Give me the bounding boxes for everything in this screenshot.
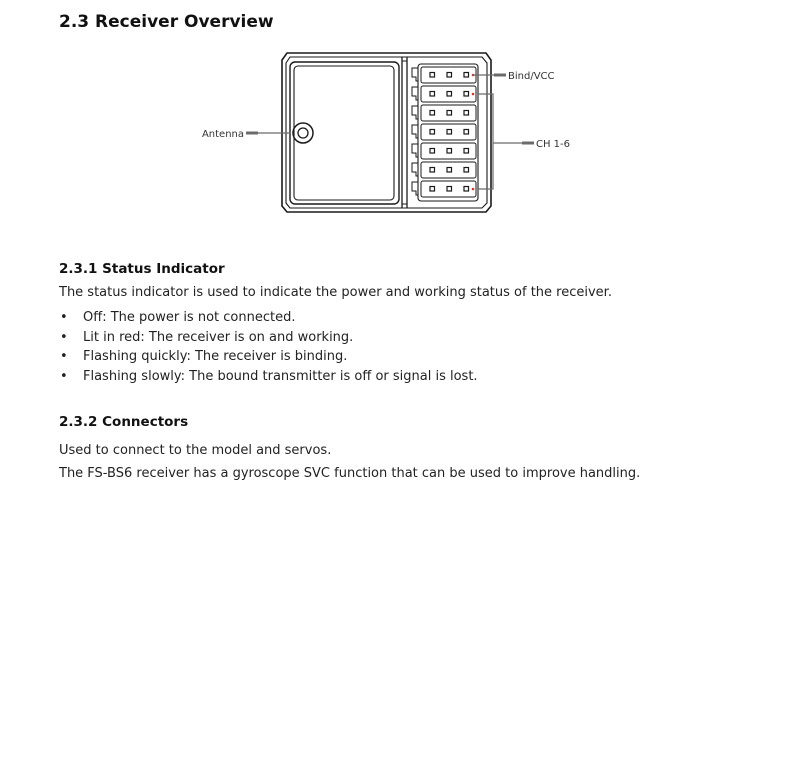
status-indicator-intro: The status indicator is used to indicate the power and working status of the receiver.	[59, 285, 612, 300]
list-item-text: Flashing quickly: The receiver is binding.	[83, 349, 348, 365]
status-indicator-number: 2.3.1	[59, 261, 98, 277]
list-item	[59, 328, 478, 348]
connector-row-4	[412, 124, 476, 140]
channels-label: CH 1-6	[536, 139, 571, 150]
list-item-text: Off: The power is not connected.	[83, 310, 296, 325]
connector-row-5	[412, 143, 476, 159]
connectors-paragraph-2: The FS-BS6 receiver has a gyroscope SVC function that can be used to improve handling.	[59, 466, 641, 481]
bullet-dot: •	[60, 349, 68, 365]
receiver-diagram-svg	[190, 48, 610, 218]
connector-row-3	[412, 105, 476, 121]
bullet-dot: •	[60, 310, 68, 325]
connector-row-6	[412, 162, 476, 178]
section-heading	[59, 12, 274, 32]
bind-vcc-label: Bind/VCC	[508, 71, 555, 82]
bullet-dot: •	[60, 368, 68, 384]
pin-marker	[472, 93, 475, 96]
connectors-title: Connectors	[102, 414, 189, 430]
status-list	[59, 308, 478, 386]
list-item-text: Lit in red: The receiver is on and working.	[83, 329, 354, 345]
antenna-label: Antenna	[201, 129, 244, 140]
pin-marker	[472, 188, 475, 191]
list-item	[59, 367, 478, 387]
receiver-diagram	[190, 48, 610, 218]
connectors-heading	[59, 414, 188, 430]
antenna-port	[293, 123, 313, 143]
connectors-paragraph-1: Used to connect to the model and servos.	[59, 443, 332, 458]
connector-row-2	[412, 86, 476, 102]
section-title: Receiver Overview	[95, 12, 274, 32]
connectors-number: 2.3.2	[59, 414, 98, 430]
connector-block	[412, 64, 478, 201]
status-indicator-title: Status Indicator	[102, 261, 225, 277]
connector-row-7	[412, 181, 476, 197]
connector-row-1	[412, 67, 476, 83]
list-item	[59, 308, 478, 328]
list-item-text: Flashing slowly: The bound transmitter is off or signal is lost.	[83, 368, 478, 384]
list-item	[59, 347, 478, 367]
status-indicator-heading	[59, 261, 225, 277]
section-number: 2.3	[59, 12, 90, 32]
bullet-dot: •	[60, 329, 68, 345]
